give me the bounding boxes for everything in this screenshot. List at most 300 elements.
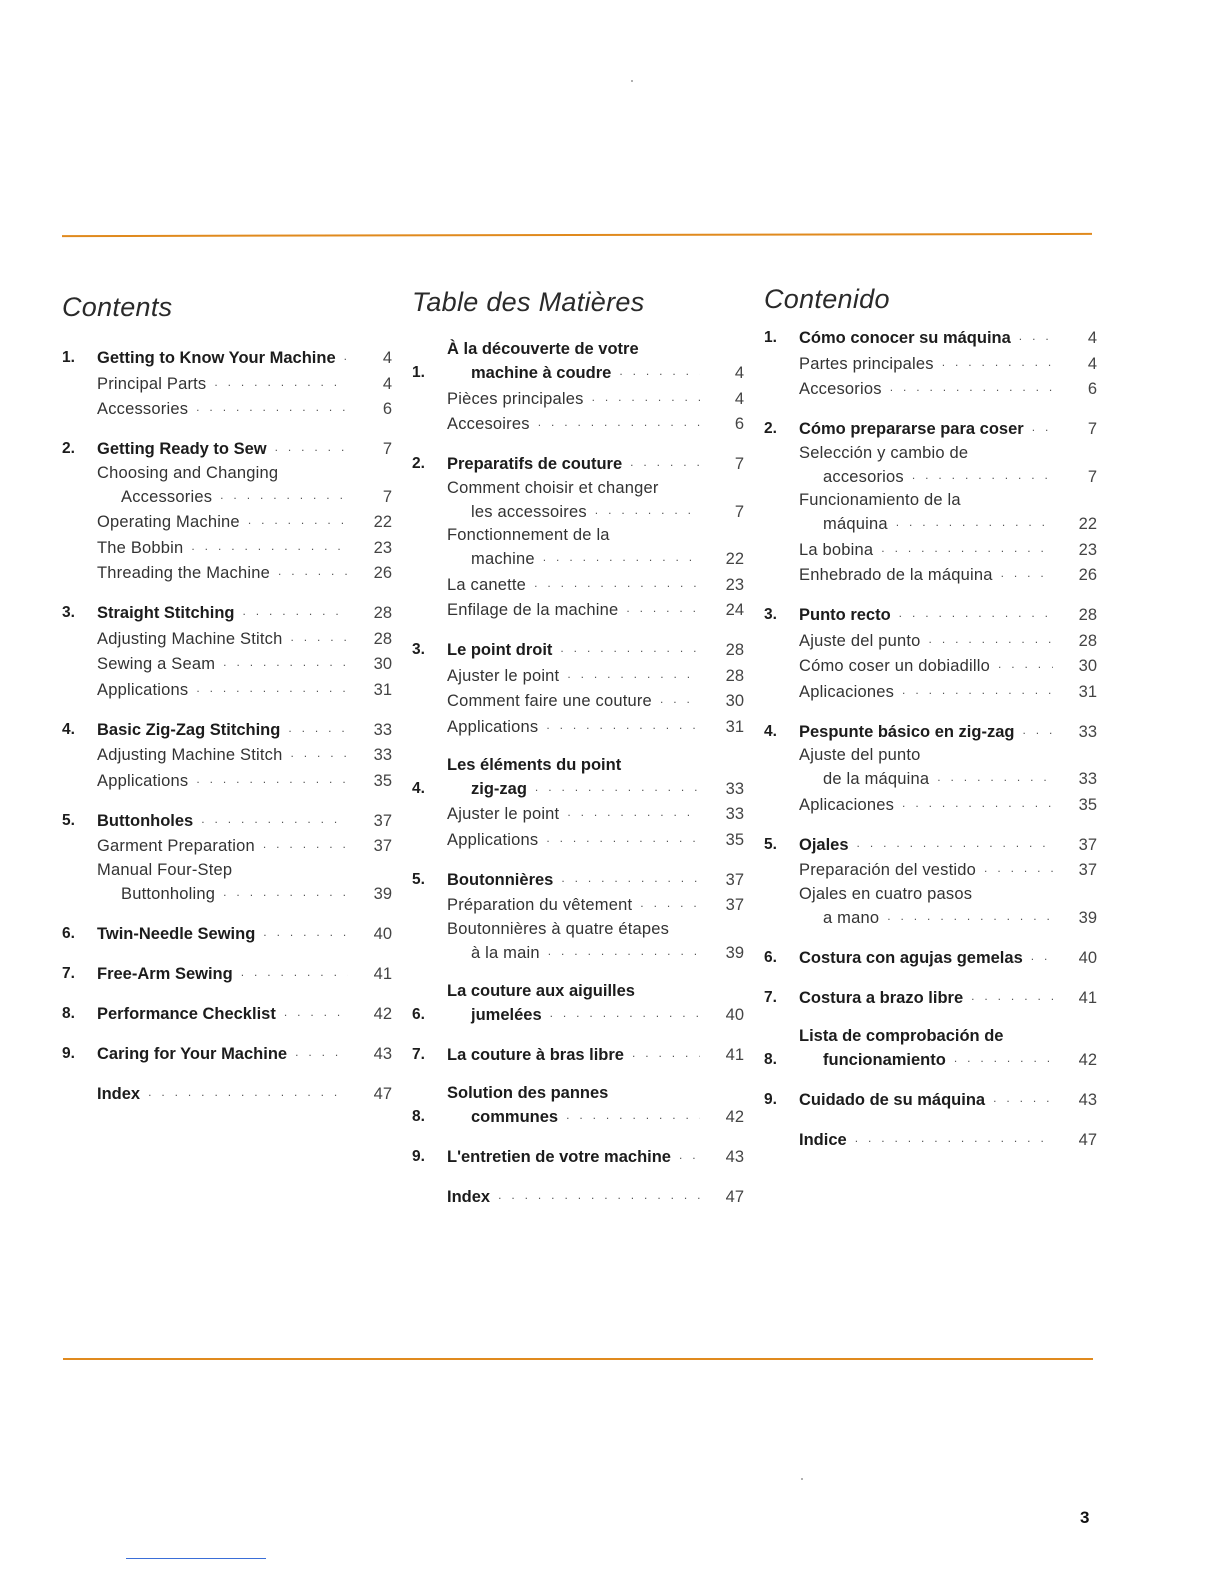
entry-title-text: La canette: [447, 575, 527, 594]
page-ref: 40: [725, 1005, 744, 1024]
entry-title: [799, 832, 1059, 856]
entry-title: [97, 833, 354, 857]
entry-title: [447, 663, 706, 687]
toc-section: [412, 338, 744, 435]
entry-title-text: Cómo conocer su máquina: [799, 329, 1011, 347]
entry-title-text: Adjusting Machine Stitch: [97, 629, 283, 648]
entry-number: 2.: [764, 420, 777, 437]
entry-title-line: Manual Four-Step: [97, 860, 233, 879]
entry-title-line: máquina: [823, 515, 888, 533]
entry-title: [447, 867, 706, 891]
page-ref: 33: [725, 805, 744, 823]
toc-entry: [764, 325, 1097, 349]
entry-title: [97, 808, 354, 832]
entry-title-text: Free-Arm Sewing: [97, 964, 233, 983]
entry-title: [447, 524, 706, 570]
contents-heading: Contents: [62, 292, 173, 322]
dot-leader: [223, 651, 348, 673]
entry-title-line: jumelées: [471, 1005, 542, 1024]
dot-leader: [912, 464, 1053, 486]
entry-number: 1.: [412, 364, 425, 381]
dot-leader: [220, 484, 348, 506]
entry-title-line: zig-zag: [471, 779, 527, 798]
dot-leader: [942, 351, 1053, 373]
entry-title-text: Threading the Machine: [97, 564, 270, 582]
toc-entry: [412, 637, 744, 661]
toc-section: [764, 1025, 1097, 1071]
toc-entry: [764, 985, 1097, 1009]
dot-leader: [548, 940, 700, 962]
dot-leader: [344, 345, 348, 367]
page-ref: 28: [373, 629, 392, 648]
dot-leader: [498, 1184, 700, 1206]
toc-subentry: [764, 857, 1097, 881]
toc-section: [412, 754, 744, 851]
page-ref: 7: [1087, 420, 1097, 438]
page-ref: 4: [734, 364, 744, 382]
dot-leader: [1001, 562, 1053, 584]
toc-section: [412, 451, 744, 621]
entry-title-text: Costura con agujas gemelas: [799, 948, 1023, 967]
toc-section: [764, 719, 1097, 816]
dot-leader: [567, 801, 700, 823]
entry-title-text: Indice: [799, 1130, 847, 1149]
toc-section: [412, 867, 744, 964]
dot-leader: [592, 386, 700, 408]
toc-section: [62, 1081, 392, 1105]
toc-subentry: [764, 744, 1097, 790]
page-ref: 40: [1078, 948, 1097, 967]
page-ref: 42: [725, 1107, 744, 1126]
dot-leader: [290, 626, 348, 648]
toc-entry: [764, 1127, 1097, 1151]
toc-section: [412, 1082, 744, 1128]
toc-entry: [764, 832, 1097, 856]
page-ref: 6: [734, 415, 744, 433]
page-ref: 6: [1087, 380, 1097, 398]
toc-subentry: [764, 489, 1097, 535]
entry-title-text: Accesoires: [447, 415, 530, 433]
toc-subentry: [412, 572, 744, 596]
page-ref: 22: [725, 550, 744, 568]
dot-leader: [284, 1001, 348, 1023]
dot-leader: [567, 663, 700, 685]
page-ref: 37: [1078, 835, 1097, 854]
entry-title: [97, 651, 354, 675]
entry-title: [799, 489, 1059, 535]
entry-title: [799, 351, 1059, 375]
page-ref: 37: [373, 837, 392, 855]
page-ref: 35: [1078, 795, 1097, 814]
page-ref: 23: [373, 538, 392, 557]
entry-title: [799, 562, 1059, 586]
dot-leader: [890, 376, 1053, 398]
page-ref: 43: [1078, 1090, 1097, 1109]
entry-title-line: Accessories: [121, 487, 213, 506]
dot-leader: [857, 832, 1053, 854]
entry-title: [97, 626, 354, 650]
entry-title-text: Accesorios: [799, 380, 882, 398]
page-ref: 28: [725, 666, 744, 685]
page-ref: 7: [734, 502, 744, 521]
contents-heading: Table des Matières: [412, 287, 645, 317]
toc-section: [62, 436, 392, 584]
dot-leader: [546, 714, 700, 736]
entry-title-line: Solution des pannes: [447, 1083, 609, 1102]
dot-leader: [896, 511, 1053, 533]
dot-leader: [196, 768, 348, 790]
entry-title: [97, 436, 354, 460]
entry-number: 6.: [62, 924, 75, 942]
toc-subentry: [412, 386, 744, 410]
toc-subentry: [764, 376, 1097, 400]
toc-subentry: [764, 679, 1097, 703]
entry-title-line: communes: [471, 1107, 559, 1126]
entry-number: 4.: [412, 779, 425, 797]
toc-list: [764, 325, 1097, 1151]
page-ref: 22: [1078, 515, 1097, 533]
toc-list: [62, 345, 392, 1105]
toc-section: [764, 325, 1097, 400]
entry-number: 4.: [62, 720, 75, 738]
toc-subentry: [62, 535, 392, 559]
dot-leader: [619, 360, 700, 382]
toc-section: [62, 921, 392, 945]
page-ref: 4: [1087, 329, 1097, 347]
dot-leader: [887, 905, 1053, 927]
toc-entry: [764, 719, 1097, 743]
top-divider-rule: [62, 233, 1092, 237]
toc-entry: [412, 867, 744, 891]
entry-title: [97, 961, 354, 985]
dot-leader: [971, 985, 1053, 1007]
dot-leader: [223, 881, 348, 903]
entry-number: 3.: [412, 641, 425, 658]
dot-leader: [243, 600, 349, 622]
page-ref: 33: [373, 746, 392, 764]
entry-title: [97, 677, 354, 701]
entry-title: [97, 768, 354, 792]
entry-title: [447, 688, 706, 712]
entry-title-line: Comment choisir et changer: [447, 478, 659, 497]
page-ref: 37: [725, 896, 744, 914]
entry-title-line: funcionamiento: [823, 1050, 946, 1069]
toc-subentry: [62, 396, 392, 420]
page-ref: 4: [734, 389, 744, 408]
toc-section: [62, 345, 392, 420]
entry-title-line: Les éléments du point: [447, 755, 622, 774]
dot-leader: [881, 537, 1053, 559]
entry-title-line: Selección y cambio de: [799, 443, 969, 462]
entry-title: [97, 371, 354, 395]
entry-number: 9.: [412, 1147, 425, 1165]
entry-title-text: Index: [97, 1084, 141, 1103]
page-ref: 23: [725, 575, 744, 594]
page-ref: 41: [725, 1045, 744, 1064]
entry-title-text: Operating Machine: [97, 513, 240, 531]
entry-title: [799, 679, 1059, 703]
toc-entry: [62, 345, 392, 369]
toc-entry: [62, 921, 392, 945]
entry-title: [447, 338, 706, 384]
page-ref: 42: [373, 1004, 392, 1023]
page-ref: 35: [373, 771, 392, 790]
entry-title-text: Buttonholes: [97, 811, 194, 830]
entry-title: [447, 1144, 706, 1168]
toc-entry: [62, 961, 392, 985]
entry-title: [799, 945, 1059, 969]
dot-leader: [196, 396, 348, 418]
toc-subentry: [764, 442, 1097, 488]
entry-title: [97, 742, 354, 766]
toc-section: [412, 637, 744, 738]
contents-column-french: [412, 287, 744, 1224]
page-ref: 7: [734, 455, 744, 473]
page-ref: 39: [725, 943, 744, 962]
entry-title: [97, 859, 354, 905]
entry-title: [97, 717, 354, 741]
page-ref: 47: [1078, 1130, 1097, 1149]
toc-entry: [412, 1082, 744, 1128]
page-ref: 33: [1078, 722, 1097, 741]
toc-subentry: [412, 524, 744, 570]
dot-leader: [954, 1047, 1053, 1069]
dot-leader: [984, 857, 1053, 879]
dot-leader: [561, 867, 700, 889]
toc-subentry: [764, 351, 1097, 375]
entry-title: [447, 714, 706, 738]
entry-title-text: Caring for Your Machine: [97, 1044, 288, 1063]
page-ref: 23: [1078, 540, 1097, 559]
toc-entry: [62, 600, 392, 624]
page-ref: 22: [373, 513, 392, 531]
toc-section: [62, 808, 392, 905]
entry-title: [799, 416, 1059, 440]
entry-number: 1.: [62, 349, 75, 366]
footer-mark: [126, 1558, 266, 1559]
toc-list: [412, 338, 744, 1208]
entry-title: [799, 1127, 1059, 1151]
page-ref: 4: [382, 349, 392, 367]
entry-title: [799, 883, 1059, 929]
entry-title-text: La couture à bras libre: [447, 1045, 624, 1064]
entry-title: [97, 1081, 354, 1105]
toc-section: [764, 1087, 1097, 1111]
toc-section: [62, 600, 392, 701]
toc-subentry: [412, 688, 744, 712]
entry-title-text: Preparación del vestido: [799, 861, 977, 879]
page-number: 3: [1080, 1508, 1090, 1527]
dot-leader: [288, 717, 348, 739]
entry-number: 7.: [62, 964, 75, 982]
dot-leader: [248, 509, 348, 531]
toc-section: [62, 717, 392, 792]
entry-title: [97, 1041, 354, 1065]
entry-title-wrap: [97, 881, 354, 905]
page-ref: 33: [725, 779, 744, 798]
entry-title-text: Partes principales: [799, 354, 934, 373]
entry-title: [799, 537, 1059, 561]
dot-leader: [595, 499, 700, 521]
toc-section: [62, 961, 392, 985]
entry-title-line: a mano: [823, 908, 880, 927]
page-ref: 39: [373, 884, 392, 903]
entry-number: 5.: [412, 870, 425, 888]
toc-entry: [62, 1041, 392, 1065]
dot-leader: [295, 1041, 348, 1063]
page-ref: 47: [373, 1084, 392, 1103]
dot-leader: [929, 628, 1053, 650]
toc-subentry: [62, 462, 392, 508]
dot-leader: [290, 742, 348, 764]
entry-title: [447, 572, 706, 596]
dot-leader: [560, 637, 700, 659]
entry-title-text: L'entretien de votre machine: [447, 1147, 671, 1166]
dot-leader: [1031, 945, 1053, 967]
contents-column-english: [62, 292, 392, 1121]
entry-title-text: Enfilage de la machine: [447, 601, 619, 619]
entry-title-line: Ajuste del punto: [799, 746, 921, 764]
entry-title: [97, 535, 354, 559]
entry-title: [97, 345, 354, 369]
entry-number: 7.: [764, 988, 777, 1006]
entry-title-text: Index: [447, 1187, 491, 1206]
dot-leader: [263, 921, 348, 943]
entry-title: [447, 597, 706, 621]
toc-entry: [62, 1081, 392, 1105]
dot-leader: [998, 653, 1053, 675]
entry-number: 7.: [412, 1045, 425, 1063]
toc-entry: [764, 416, 1097, 440]
dot-leader: [993, 1087, 1053, 1109]
page-ref: 39: [1078, 908, 1097, 927]
entry-title-text: Ajuste del punto: [799, 631, 921, 650]
page-ref: 7: [382, 487, 392, 506]
toc-subentry: [62, 768, 392, 792]
entry-number: 1.: [764, 329, 777, 346]
page-ref: 37: [1078, 861, 1097, 879]
entry-title-text: Twin-Needle Sewing: [97, 924, 256, 943]
entry-title-line: La couture aux aiguilles: [447, 981, 635, 1000]
entry-title-line: Choosing and Changing: [97, 463, 279, 482]
toc-subentry: [412, 827, 744, 851]
entry-title-text: Sewing a Seam: [97, 655, 216, 673]
dot-leader: [660, 688, 700, 710]
dot-leader: [902, 792, 1053, 814]
entry-title-text: Pespunte básico en zig-zag: [799, 722, 1015, 741]
entry-title-text: Pièces principales: [447, 389, 584, 408]
entry-title: [799, 325, 1059, 349]
page-ref: 37: [373, 811, 392, 830]
entry-title-text: Principal Parts: [97, 374, 207, 393]
page-ref: 33: [1078, 770, 1097, 788]
page-ref: 7: [1087, 467, 1097, 486]
entry-title: [447, 1184, 706, 1208]
dot-leader: [543, 546, 700, 568]
entry-number: 5.: [764, 835, 777, 853]
entry-number: 5.: [62, 811, 75, 829]
page-ref: 30: [373, 655, 392, 673]
entry-title-text: Enhebrado de la máquina: [799, 566, 993, 584]
entry-title-text: Punto recto: [799, 606, 891, 624]
entry-title-text: The Bobbin: [97, 538, 184, 557]
toc-subentry: [62, 742, 392, 766]
dot-leader: [632, 1042, 700, 1064]
entry-title-line: de la máquina: [823, 770, 930, 788]
entry-number: 8.: [62, 1004, 75, 1022]
entry-title-line: Fonctionnement de la: [447, 526, 610, 544]
toc-subentry: [764, 562, 1097, 586]
page-ref: 24: [725, 601, 744, 619]
entry-title-text: Garment Preparation: [97, 837, 255, 855]
entry-title: [447, 918, 706, 964]
entry-title-text: Préparation du vêtement: [447, 896, 633, 914]
toc-subentry: [764, 628, 1097, 652]
toc-subentry: [62, 371, 392, 395]
dot-leader: [550, 1002, 700, 1024]
entry-number: 2.: [412, 455, 425, 472]
toc-section: [62, 1001, 392, 1025]
entry-title: [799, 985, 1059, 1009]
entry-number: 8.: [764, 1050, 777, 1068]
dot-leader: [899, 602, 1053, 624]
entry-title-text: Preparatifs de couture: [447, 455, 623, 473]
dot-leader: [534, 572, 700, 594]
dot-leader: [566, 1104, 700, 1126]
toc-section: [412, 1144, 744, 1168]
toc-subentry: [62, 626, 392, 650]
entry-title-text: Aplicaciones: [799, 682, 895, 701]
entry-title-line: Ojales en cuatro pasos: [799, 884, 973, 903]
entry-title: [447, 827, 706, 851]
entry-title: [447, 477, 706, 523]
entry-title: [447, 637, 706, 661]
dot-leader: [201, 808, 348, 830]
page-ref: 41: [1078, 988, 1097, 1007]
page-ref: 30: [1078, 657, 1097, 675]
entry-title-line: à la main: [471, 943, 540, 962]
entry-title-wrap: [97, 484, 354, 508]
dot-leader: [191, 535, 348, 557]
entry-title-text: Applications: [97, 680, 189, 699]
entry-title-line: les accessoires: [471, 502, 587, 521]
entry-title-text: Applications: [447, 830, 539, 849]
entry-title: [799, 602, 1059, 626]
entry-title: [799, 1025, 1059, 1071]
dot-leader: [241, 961, 348, 983]
entry-title: [799, 857, 1059, 881]
dot-leader: [275, 436, 348, 458]
toc-subentry: [764, 653, 1097, 677]
toc-entry: [412, 1184, 744, 1208]
entry-number: 3.: [764, 606, 777, 623]
entry-title-text: Aplicaciones: [799, 795, 895, 814]
entry-title: [799, 653, 1059, 677]
entry-title-text: Accessories: [97, 400, 189, 418]
entry-title-text: Ajuster le point: [447, 666, 560, 685]
dot-leader: [1032, 416, 1053, 438]
entry-title-text: Getting Ready to Sew: [97, 440, 267, 458]
toc-entry: [412, 980, 744, 1026]
entry-title: [447, 980, 706, 1026]
dot-leader: [148, 1081, 348, 1103]
page-ref: 7: [382, 440, 392, 458]
entry-title: [447, 1042, 706, 1066]
entry-title-wrap: [447, 546, 706, 570]
entry-title-wrap: [799, 464, 1059, 488]
page-ref: 31: [1078, 682, 1097, 701]
entry-title: [447, 451, 706, 475]
